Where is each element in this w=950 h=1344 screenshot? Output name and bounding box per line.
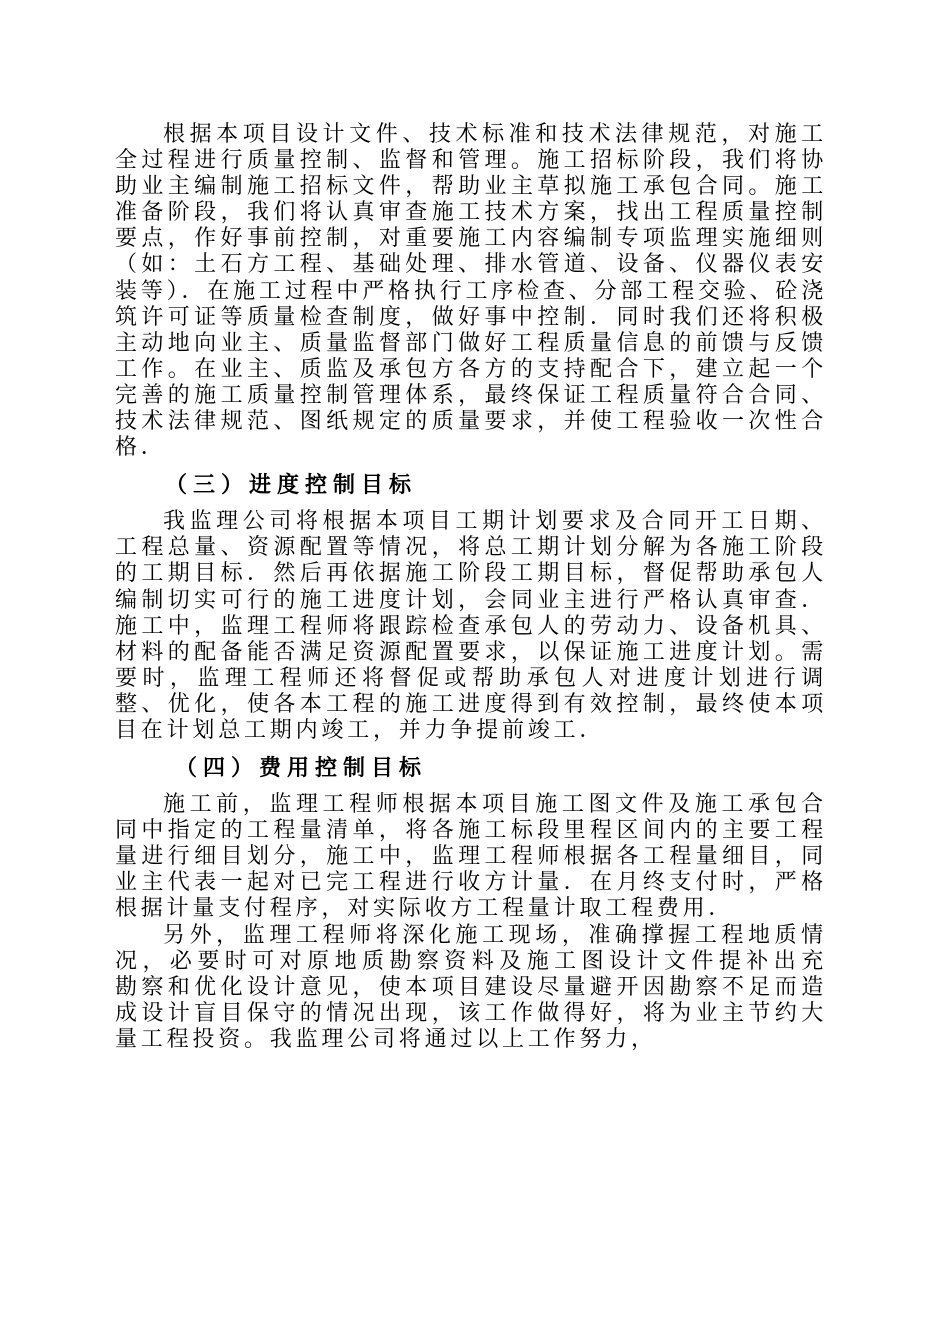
heading-schedule-control: （三）进度控制目标 bbox=[165, 473, 418, 499]
paragraph-cost-control: 施工前，监理工程师根据本项目施工图文件及施工承包合同中指定的工程量清单，将各施工标段里程区间内的主要工程量进行细目划分，施工中，监理工程师根据各工程量细目，同业主代表一起对已完工程进行收方计量．在月终支付时，严格根据计量支付程序，对实际收方工程量计取工程费用． bbox=[115, 792, 827, 922]
paragraph-schedule-control: 我监理公司将根据本项目工期计划要求及合同开工日期、工程总量、资源配置等情况，将总工期计划分解为各施工阶段的工期目标．然后再依据施工阶段工期目标，督促帮助承包人编制切实可行的施工进度计划，会同业主进行严格认真审查．施工中，监理工程师将跟踪检查承包人的劳动力、设备机具、材料的配备能否满足资源配置要求，以保证施工进度计划。需要时，监理工程师还将督促或帮助承包人对进度计划进行调整、优化，使各本工程的施工进度得到有效控制，最终使本项目在计划总工期内竣工，并力争提前竣工． bbox=[115, 509, 827, 743]
document-body bbox=[115, 122, 853, 1053]
paragraph-quality-control: 根据本项目设计文件、技术标准和技术法律规范，对施工全过程进行质量控制、监督和管理。施工招标阶段，我们将协助业主编制施工招标文件，帮助业主草拟施工承包合同。施工准备阶段，我们将认真审查施工技术方案，找出工程质量控制要点，作好事前控制，对重要施工内容编制专项监理实施细则（如：土石方工程、基础处理、排水管道、设备、仪器仪表安装等）．在施工过程中严格执行工序检查、分部工程交验、砼浇筑许可证等质量检查制度，做好事中控制．同时我们还将积极主动地向业主、质量监督部门做好工程质量信息的前馈与反馈工作。在业主、质监及承包方各方的支持配合下，建立起一个完善的施工质量控制管理体系，最终保证工程质量符合合同、技术法律规范、图纸规定的质量要求，并使工程验收一次性合格． bbox=[115, 122, 827, 461]
heading-cost-control: （四）费用控制目标 bbox=[175, 756, 428, 782]
paragraph-additional: 另外，监理工程师将深化施工现场，准确撑握工程地质情况，必要时可对原地质勘察资料及施工图设计文件提补出充 勘察和优化设计意见，使本项目建设尽量避开因勘察不足而造成设计盲目保守的情况出现，该工作做得好，将为业主节约大量工程投资。我监理公司将通过以上工作努力， bbox=[115, 922, 853, 1052]
